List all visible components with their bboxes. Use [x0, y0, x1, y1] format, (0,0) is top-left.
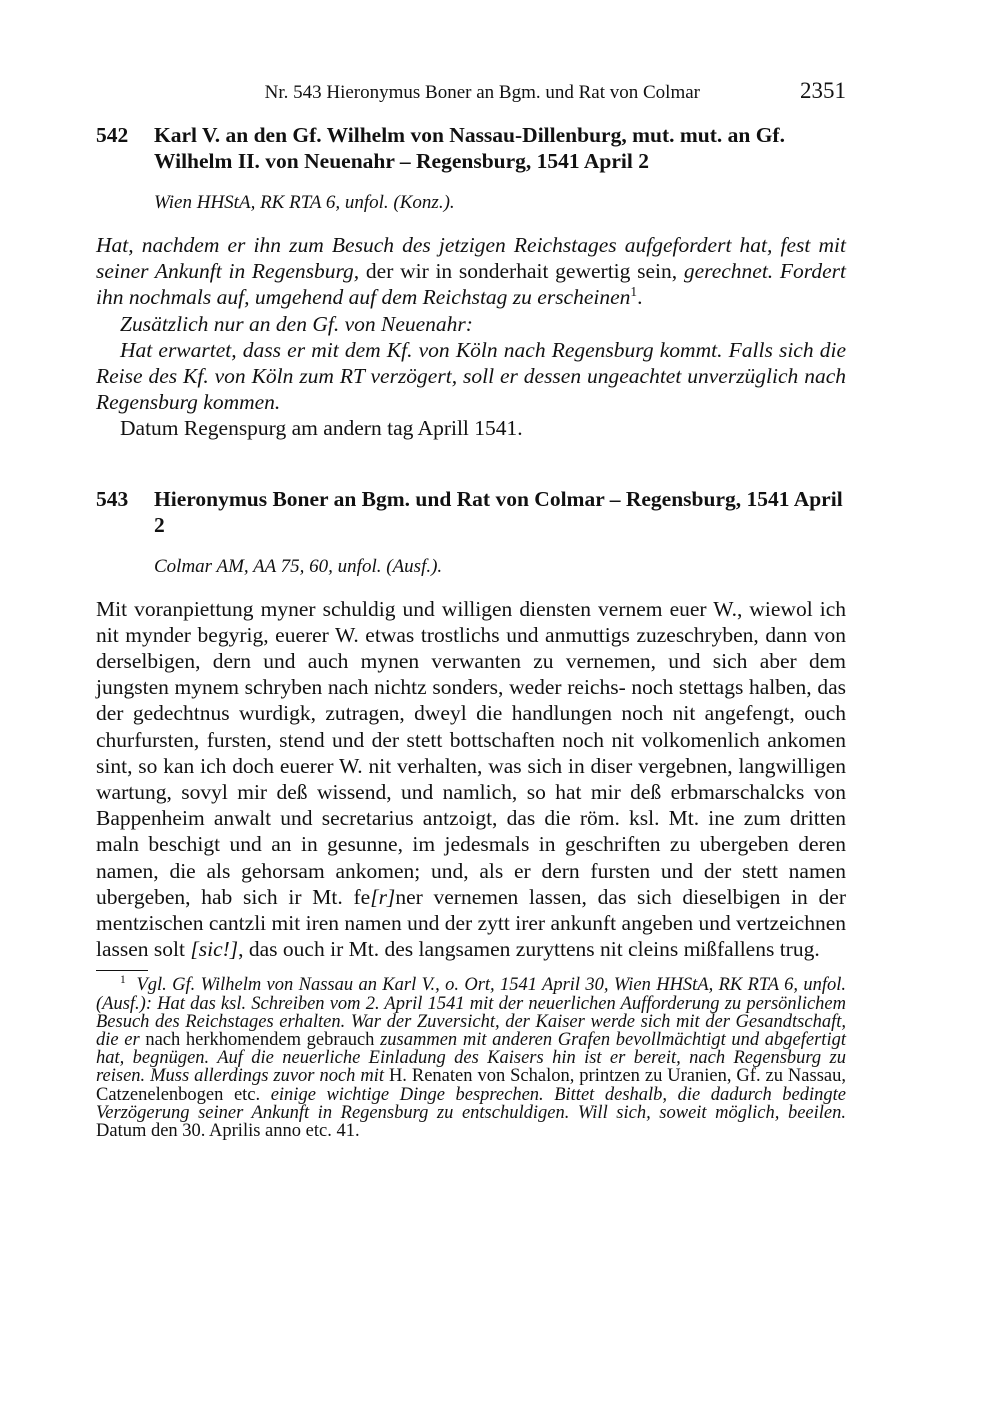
doc-542-source: Wien HHStA, RK RTA 6, unfol. (Konz.). [154, 192, 455, 213]
quote-text: der wir in sonderhait gewertig sein, [359, 259, 684, 284]
doc-542-number: 542 [96, 123, 129, 147]
doc-542-body [96, 232, 846, 442]
letter-text: , das ouch ir Mt. des langsamen zuryttens nit cleins mißfallens trug. [238, 937, 820, 962]
footnote-reference[interactable]: 1 [630, 284, 638, 300]
footnote-quote: H. Renaten von Schalon, printzen zu Uranien, Gf. zu Nassau, Catzenelenbogen etc. [96, 1066, 846, 1105]
summary-text: gerechnet. Fordert ihn nochmals auf, umgehend auf dem Reichstag zu erscheinen [96, 259, 846, 310]
doc-542-paragraph-2 [96, 311, 846, 337]
doc-542-title: Karl V. an den Gf. Wilhelm von Nassau-Dillenburg, mut. mut. an Gf. Wilhelm II. von Neuenahr – Regensburg, 1541 April 2 [154, 123, 785, 173]
footnote-summary: Vgl. Gf. Wilhelm von Nassau an Karl V., o. Ort, 1541 April 30, Wien HHStA, RK RTA 6, unfol. (Ausf.): Hat das ksl. Schreiben vom 2. April 1541 mit der neuerlichen Aufforderung zu persönlichem Besuch des Reichstages erhalten. War der Zuversicht, der Kaiser werde sich mit der Gesandtschaft, die er [96, 975, 847, 1051]
footnote-summary: zusammen mit anderen Grafen bevollmächtigt und abgefertigt hat, begnügen. Auf die neuerliche Einladung des Kaisers hin ist er bereit, nach Regensburg zu reisen. Muss allerdings zuvor noch mit [96, 1030, 846, 1087]
summary-text: Hat, nachdem er ihn zum Besuch des jetzigen Reichstages aufgefordert hat, fest mit seiner Ankunft in Regensburg, [96, 233, 846, 284]
running-head [96, 78, 846, 108]
page-content [96, 122, 846, 1140]
doc-542-dating: Datum Regenspurg am andern tag Aprill 1541. [120, 416, 523, 441]
footnote-divider [96, 970, 148, 971]
doc-542-heading [96, 122, 846, 174]
page-number: 2351 [800, 78, 846, 103]
doc-543-source: Colmar AM, AA 75, 60, unfol. (Ausf.). [154, 555, 443, 577]
letter-text: ner vernemen lassen, das sich dieselbigen in der mentzischen cantzli mit iren namen und der zytt irer ankunft angeben und vertzeichnen lassen solt [96, 884, 846, 962]
doc-543-heading [96, 486, 846, 538]
footnote-quote: nach herkhomendem gebrauch [139, 1030, 381, 1051]
doc-542-paragraph-3 [96, 337, 846, 416]
doc-543-title: Hieronymus Boner an Bgm. und Rat von Colmar – Regensburg, 1541 April 2 [154, 486, 843, 537]
doc-543-number: 543 [96, 486, 129, 511]
running-title: Nr. 543 Hieronymus Boner an Bgm. und Rat von Colmar [264, 82, 700, 103]
letter-text: Mit voranpiettung myner schuldig und willigen diensten vernem euer W., wiewol ich nit mynder begyrig, euerer W. etwas trostlichs und anmuttigs zuzeschryben, dann von derselbigen, dern und auch mynen verwanten zu vernemen, und sich aber dem jungsten mynem schryben nach nichtz sonders, weder reichs- noch stettags halben, das der gedechtnus wurdigk, zutragen, dweyl die handlungen noch nit angefengt, ouch churfursten, fursten, stend und der stett bottschaften noch nit volkomenlich ankomen sint, so kan ich doch euerer W. nit verhalten, was sich in diser vergebnen, langwilligen wartung, sovyl mir deß wissend, und namlich, so hat mir deß erbmarschalcks von Bappenheim anwalt und secretarius antzoigt, das die röm. ksl. Mt. ine zum dritten maln beschigt und an in gesunne, im jedesmals in geschriften zu ubergeben deren namen, die als gehorsam ankomen; und, als er dern fursten und der stett namen ubergeben, hab sich ir Mt. fe [96, 596, 846, 909]
addressee-note: Zusätzlich nur an den Gf. von Neuenahr: [120, 311, 473, 336]
sentence-end: . [637, 285, 643, 310]
doc-543-body [96, 596, 846, 963]
summary-text: Hat erwartet, dass er mit dem Kf. von Köln nach Regensburg kommt. Falls sich die Reise des Kf. von Köln zum RT verzögert, soll er dessen ungeachtet unverzüglich nach Regensburg kommen. [96, 337, 846, 415]
footnote-summary: einige wichtige Dinge besprechen. Bittet deshalb, die dadurch bedingte Verzögerung seiner Ankunft in Regensburg zu entschuldigen. Will sich, soweit möglich, beeilen. [96, 1084, 846, 1123]
section-spacer [96, 442, 846, 486]
footnote-quote: Datum den 30. Aprilis anno etc. 41. [96, 1121, 360, 1142]
footnote-1 [96, 976, 846, 1140]
footnote-marker: 1 [120, 974, 126, 987]
editorial-emendation: [r] [370, 884, 396, 909]
doc-542-paragraph-1 [96, 232, 846, 311]
editorial-sic: [sic!] [190, 937, 239, 962]
doc-543-paragraph-1 [96, 596, 846, 963]
